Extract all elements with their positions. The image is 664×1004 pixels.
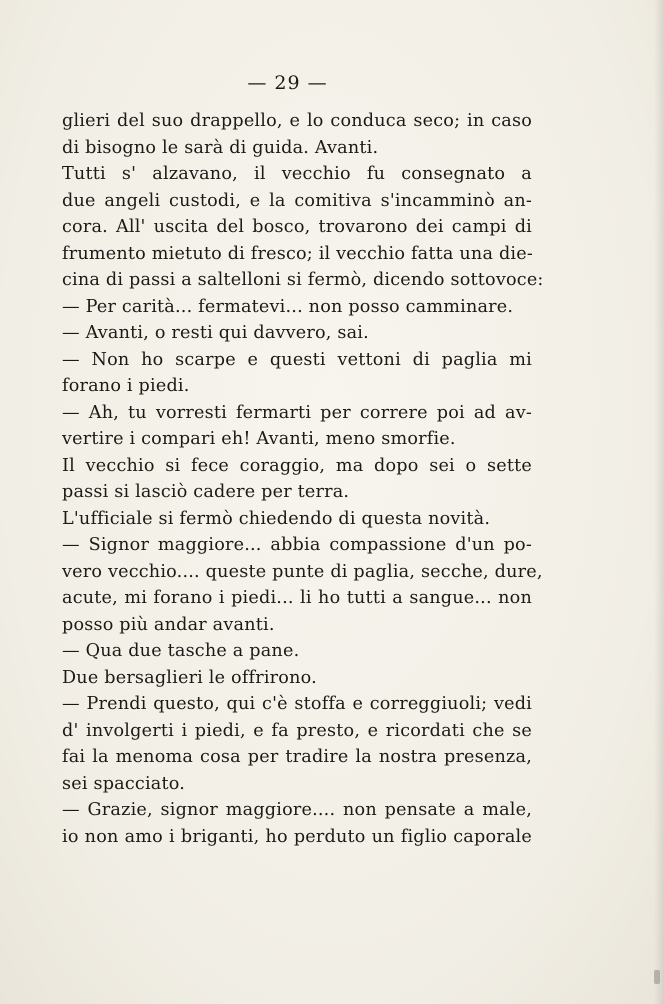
text-line: — Ah, tu vorresti fermarti per correre poi ad av- bbox=[62, 402, 532, 423]
text-line: cina di passi a saltelloni si fermò, dicendo sottovoce: bbox=[62, 270, 544, 290]
scan-mark bbox=[654, 970, 660, 984]
text-line: — Prendi questo, qui c'è stoffa e correggiuoli; vedi bbox=[62, 694, 532, 714]
text-line: fai la menoma cosa per tradire la nostra presenza, bbox=[62, 747, 532, 767]
text-line: glieri del suo drappello, e lo conduca seco; in caso bbox=[62, 111, 532, 131]
text-line: vertire i compari eh! Avanti, meno smorfie. bbox=[62, 429, 456, 449]
text-line: — Signor maggiore... abbia compassione d'un po- bbox=[62, 535, 532, 555]
text-line: passi si lasciò cadere per terra. bbox=[62, 482, 350, 502]
text-line: frumento mietuto di fresco; il vecchio fatta una die- bbox=[62, 243, 533, 264]
text-line: sei spacciato. bbox=[62, 773, 186, 794]
text-line: io non amo i briganti, ho perduto un figlio caporale bbox=[62, 826, 532, 847]
text-line: cora. All' uscita del bosco, trovarono dei campi di bbox=[62, 217, 532, 237]
text-line: Due bersaglieri le offrirono. bbox=[62, 667, 317, 688]
text-line: vero vecchio.... queste punte di paglia, secche, dure, bbox=[62, 561, 543, 582]
page-number: — 29 — bbox=[247, 72, 328, 94]
text-line: d' involgerti i piedi, e fa presto, e ricordati che se bbox=[62, 720, 532, 741]
text-line: di bisogno le sarà di guida. Avanti. bbox=[62, 137, 379, 158]
text-line: — Non ho scarpe e questi vettoni di paglia mi bbox=[62, 349, 532, 370]
text-line: due angeli custodi, e la comitiva s'incamminò an- bbox=[62, 190, 532, 211]
page-edge-shadow bbox=[654, 0, 664, 1004]
text-line: — Qua due tasche a pane. bbox=[62, 641, 300, 661]
text-line: — Per carità... fermatevi... non posso camminare. bbox=[62, 296, 514, 317]
text-line: — Avanti, o resti qui davvero, sai. bbox=[62, 323, 369, 343]
text-line: posso più andar avanti. bbox=[62, 614, 275, 635]
text-line: acute, mi forano i piedi... li ho tutti a sangue... non bbox=[62, 588, 532, 608]
text-line: Il vecchio si fece coraggio, ma dopo sei o sette bbox=[62, 455, 532, 476]
text-line: Tutti s' alzavano, il vecchio fu consegnato a bbox=[62, 164, 532, 184]
text-line: — Grazie, signor maggiore.... non pensate a male, bbox=[62, 800, 532, 820]
text-line: L'ufficiale si fermò chiedendo di questa novità. bbox=[62, 508, 491, 529]
body-text bbox=[62, 108, 544, 850]
text-line: forano i piedi. bbox=[62, 376, 190, 396]
